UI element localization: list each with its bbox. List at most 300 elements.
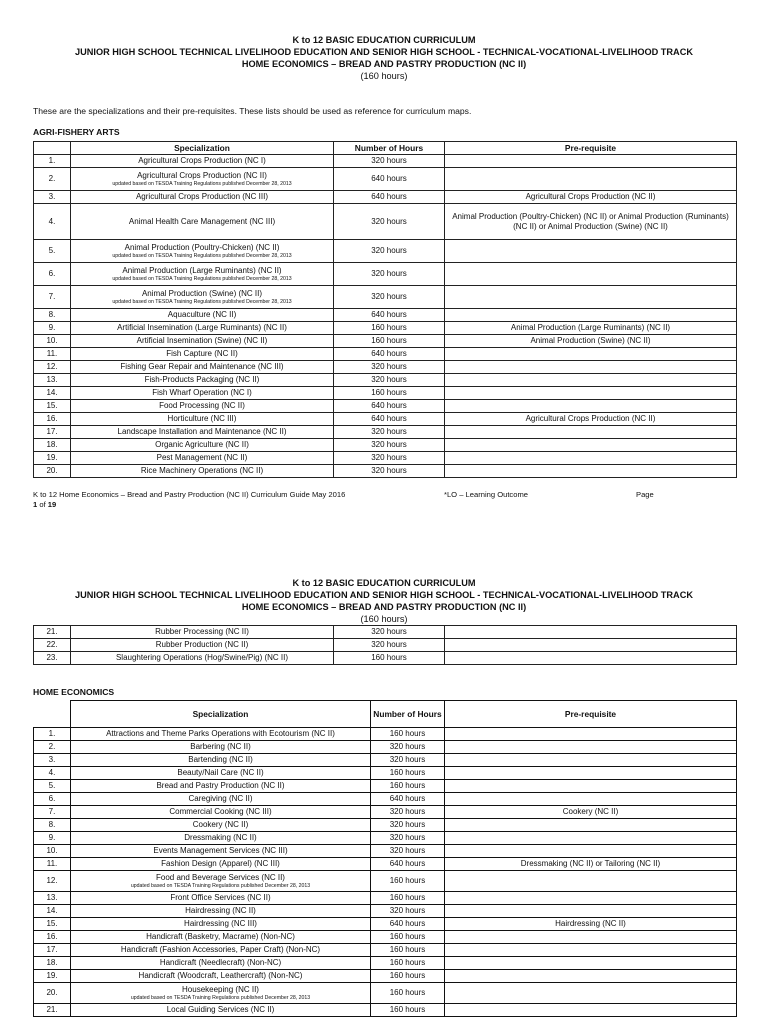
hours-cell-text: 640 hours — [389, 794, 426, 803]
update-note: updated based on TESDA Training Regulations published December 28, 2013 — [112, 181, 292, 187]
table-row — [34, 652, 737, 665]
specialization-cell — [71, 858, 371, 871]
row-number-text: 18. — [46, 958, 58, 967]
hours-cell — [334, 465, 445, 478]
hours-cell-text: 160 hours — [389, 876, 426, 885]
specialization-cell-text: Animal Health Care Management (NC III) — [128, 216, 276, 226]
hours-cell-text: 320 hours — [371, 156, 407, 165]
prerequisite-cell-text: Agricultural Crops Production (NC II) — [525, 414, 656, 423]
prerequisite-cell — [445, 957, 737, 970]
prerequisite-cell — [445, 639, 737, 652]
hours-cell — [334, 400, 445, 413]
table-row — [34, 754, 737, 767]
specialization-cell — [71, 754, 371, 767]
row-number — [34, 374, 71, 387]
prerequisite-cell — [445, 626, 737, 639]
prerequisite-cell — [445, 741, 737, 754]
row-number — [34, 322, 71, 335]
hours-cell-text: 320 hours — [371, 453, 407, 462]
prerequisite-cell — [445, 728, 737, 741]
table-row — [34, 767, 737, 780]
he-table — [33, 700, 737, 1017]
specialization-cell — [71, 263, 334, 286]
specialization-cell-text: Fashion Design (Apparel) (NC III) — [161, 859, 280, 868]
specialization-cell-text: Food Processing (NC II) — [159, 401, 245, 410]
row-number — [34, 286, 71, 309]
page-total: 19 — [47, 500, 57, 509]
prerequisite-cell — [445, 806, 737, 819]
row-number-text: 14. — [46, 906, 58, 915]
specialization-cell — [71, 931, 371, 944]
prerequisite-cell — [445, 780, 737, 793]
hours-cell — [334, 413, 445, 426]
hours-cell — [371, 728, 445, 741]
row-number — [34, 240, 71, 263]
specialization-cell — [71, 374, 334, 387]
specialization-cell-text: Local Guiding Services (NC II) — [166, 1005, 275, 1014]
table-row — [34, 168, 737, 191]
row-number-text: 9. — [48, 323, 56, 332]
hours-cell — [334, 322, 445, 335]
row-number — [34, 400, 71, 413]
he-section-title: HOME ECONOMICS — [33, 687, 115, 697]
prerequisite-cell — [445, 871, 737, 892]
row-number-text: 8. — [48, 310, 56, 319]
row-number — [34, 754, 71, 767]
specialization-cell — [71, 780, 371, 793]
row-number-text: 16. — [46, 932, 58, 941]
hours-cell-text: 640 hours — [371, 401, 407, 410]
prerequisite-cell — [445, 204, 737, 240]
table-row — [34, 309, 737, 322]
prerequisite-cell — [445, 155, 737, 168]
row-number-text: 6. — [48, 269, 56, 278]
hours-cell-text: 320 hours — [371, 466, 407, 475]
hours-cell — [334, 286, 445, 309]
prerequisite-cell — [445, 905, 737, 918]
update-note: updated based on TESDA Training Regulations published December 28, 2013 — [112, 299, 292, 305]
prerequisite-cell — [445, 832, 737, 845]
hours-cell — [334, 652, 445, 665]
row-number-text: 6. — [48, 794, 56, 803]
header2-line3: HOME ECONOMICS – BREAD AND PASTRY PRODUCTION (NC II) — [241, 602, 527, 612]
hours-cell — [334, 426, 445, 439]
row-number — [34, 1004, 71, 1017]
prerequisite-cell — [445, 426, 737, 439]
prerequisite-cell — [445, 361, 737, 374]
footer-middle: *LO – Learning Outcome — [444, 490, 529, 499]
specialization-cell — [71, 191, 334, 204]
row-number — [34, 728, 71, 741]
row-number-text: 3. — [48, 755, 56, 764]
row-number-text: 5. — [48, 781, 56, 790]
hours-cell — [334, 263, 445, 286]
pre-col-header: Pre-requisite — [445, 142, 737, 155]
specialization-cell-text: Rubber Production (NC II) — [155, 640, 249, 649]
table-row — [34, 905, 737, 918]
hours-cell-text: 320 hours — [371, 269, 407, 278]
specialization-cell — [71, 439, 334, 452]
hours-cell — [334, 204, 445, 240]
row-number — [34, 452, 71, 465]
hours-cell-text: 320 hours — [371, 427, 407, 436]
prerequisite-cell — [445, 918, 737, 931]
specialization-cell-text: Housekeeping (NC II) — [182, 985, 259, 994]
prerequisite-cell — [445, 286, 737, 309]
page2-header — [0, 577, 768, 625]
specialization-cell-text: Animal Production (Large Ruminants) (NC II) — [122, 266, 282, 275]
prerequisite-cell — [445, 309, 737, 322]
row-number — [34, 413, 71, 426]
prerequisite-cell — [445, 413, 737, 426]
row-number — [34, 871, 71, 892]
he-hours-col-header: Number of Hours — [371, 701, 445, 728]
row-number — [34, 845, 71, 858]
hours-cell — [371, 871, 445, 892]
table-row — [34, 793, 737, 806]
row-number — [34, 465, 71, 478]
row-number — [34, 348, 71, 361]
specialization-cell — [71, 652, 334, 665]
table-row — [34, 871, 737, 892]
row-number-text: 15. — [46, 919, 58, 928]
hours-cell — [334, 639, 445, 652]
header-line3: HOME ECONOMICS – BREAD AND PASTRY PRODUCTION (NC II) — [241, 59, 527, 69]
hours-cell — [371, 806, 445, 819]
specialization-cell — [71, 741, 371, 754]
he-spec-col-header: Specialization — [71, 701, 371, 728]
specialization-cell — [71, 322, 334, 335]
specialization-cell-text: Handicraft (Basketry, Macrame) (Non-NC) — [146, 932, 295, 941]
specialization-cell — [71, 918, 371, 931]
table-row — [34, 335, 737, 348]
row-number-text: 12. — [46, 362, 58, 371]
specialization-cell-text: Fish Wharf Operation (NC I) — [152, 388, 252, 397]
prerequisite-cell — [445, 335, 737, 348]
specialization-cell — [71, 871, 371, 892]
prerequisite-cell — [445, 1004, 737, 1017]
hours-cell — [334, 168, 445, 191]
specialization-cell-text: Animal Production (Swine) (NC II) — [141, 289, 263, 298]
hours-cell — [371, 858, 445, 871]
hours-cell-text: 320 hours — [371, 627, 407, 636]
specialization-cell — [71, 400, 334, 413]
specialization-cell-text: Handicraft (Woodcraft, Leathercraft) (Non-NC) — [138, 971, 303, 980]
hours-cell — [334, 387, 445, 400]
prerequisite-cell — [445, 387, 737, 400]
table-row — [34, 413, 737, 426]
row-number — [34, 439, 71, 452]
hours-cell — [371, 970, 445, 983]
hours-cell — [334, 335, 445, 348]
hours-cell — [334, 240, 445, 263]
specialization-cell — [71, 204, 334, 240]
hours-cell — [371, 944, 445, 957]
row-number — [34, 819, 71, 832]
hours-cell — [371, 832, 445, 845]
specialization-cell — [71, 452, 334, 465]
hours-cell-text: 320 hours — [371, 292, 407, 301]
hours-cell — [334, 155, 445, 168]
specialization-cell — [71, 1004, 371, 1017]
hours-cell-text: 160 hours — [389, 932, 426, 941]
specialization-cell-text: Barbering (NC II) — [190, 742, 251, 751]
row-number — [34, 767, 71, 780]
hours-cell — [371, 892, 445, 905]
prerequisite-cell — [445, 767, 737, 780]
row-number-text: 20. — [46, 466, 58, 475]
row-number — [34, 970, 71, 983]
specialization-cell — [71, 168, 334, 191]
prerequisite-cell-text: Animal Production (Swine) (NC II) — [530, 336, 651, 345]
prerequisite-cell-text: Agricultural Crops Production (NC II) — [525, 192, 656, 201]
specialization-cell-text: Animal Production (Poultry-Chicken) (NC II) — [124, 243, 280, 252]
specialization-cell — [71, 413, 334, 426]
prerequisite-cell — [445, 263, 737, 286]
hours-cell-text: 320 hours — [371, 440, 407, 449]
hours-cell — [371, 931, 445, 944]
row-number-text: 1. — [48, 156, 56, 165]
hours-cell-text: 320 hours — [389, 906, 426, 915]
hours-cell — [334, 626, 445, 639]
num-col-header — [34, 142, 71, 155]
table-row — [34, 892, 737, 905]
row-number — [34, 652, 71, 665]
row-number-text: 2. — [48, 174, 56, 183]
hours-cell-text: 160 hours — [389, 971, 426, 980]
specialization-cell — [71, 793, 371, 806]
row-number-text: 2. — [48, 742, 56, 751]
row-number — [34, 387, 71, 400]
specialization-cell — [71, 944, 371, 957]
row-number — [34, 858, 71, 871]
intro-text: These are the specializations and their pre-requisites. These lists should be used as reference for curriculum maps. — [33, 106, 472, 116]
specialization-cell-text: Agricultural Crops Production (NC III) — [135, 192, 269, 201]
row-number-text: 3. — [48, 192, 56, 201]
hours-cell — [334, 374, 445, 387]
hours-cell-text: 160 hours — [389, 958, 426, 967]
he-pre-col-header: Pre-requisite — [445, 701, 737, 728]
specialization-cell-text: Beauty/Nail Care (NC II) — [177, 768, 264, 777]
hours-cell — [371, 754, 445, 767]
specialization-cell — [71, 892, 371, 905]
specialization-cell — [71, 309, 334, 322]
table-row — [34, 944, 737, 957]
prerequisite-cell — [445, 845, 737, 858]
prerequisite-cell — [445, 793, 737, 806]
specialization-cell-text: Fish-Products Packaging (NC II) — [144, 375, 260, 384]
table-row — [34, 728, 737, 741]
specialization-cell-text: Fishing Gear Repair and Maintenance (NC III) — [120, 362, 284, 371]
specialization-cell-text: Events Management Services (NC III) — [153, 846, 288, 855]
hours-cell — [334, 191, 445, 204]
hours-cell — [371, 983, 445, 1004]
table-row — [34, 832, 737, 845]
row-number — [34, 168, 71, 191]
agri-table-header — [34, 142, 737, 155]
prerequisite-cell — [445, 652, 737, 665]
hours-cell-text: 160 hours — [389, 1005, 426, 1014]
row-number — [34, 931, 71, 944]
table-row — [34, 263, 737, 286]
specialization-cell — [71, 983, 371, 1004]
prerequisite-cell — [445, 374, 737, 387]
table-row — [34, 361, 737, 374]
page1-header — [0, 34, 768, 82]
hours-cell-text: 160 hours — [389, 893, 426, 902]
specialization-cell-text: Cookery (NC II) — [192, 820, 249, 829]
table-row — [34, 983, 737, 1004]
row-number — [34, 892, 71, 905]
row-number — [34, 957, 71, 970]
hours-cell-text: 320 hours — [389, 833, 426, 842]
row-number-text: 13. — [46, 375, 58, 384]
table-row — [34, 858, 737, 871]
table-row — [34, 957, 737, 970]
row-number-text: 15. — [46, 401, 58, 410]
row-number — [34, 626, 71, 639]
specialization-cell-text: Hairdressing (NC II) — [185, 906, 256, 915]
prerequisite-cell-text: Animal Production (Large Ruminants) (NC II) — [510, 323, 671, 332]
hours-cell-text: 160 hours — [371, 336, 407, 345]
table-row — [34, 806, 737, 819]
row-number-text: 23. — [46, 653, 58, 662]
table-row — [34, 322, 737, 335]
specialization-cell-text: Organic Agriculture (NC II) — [155, 440, 249, 449]
specialization-cell — [71, 361, 334, 374]
hours-cell — [371, 957, 445, 970]
prerequisite-cell — [445, 322, 737, 335]
specialization-cell — [71, 905, 371, 918]
specialization-cell-text: Hairdressing (NC III) — [184, 919, 257, 928]
hours-cell — [334, 439, 445, 452]
header-line2: JUNIOR HIGH SCHOOL TECHNICAL LIVELIHOOD EDUCATION AND SENIOR HIGH SCHOOL - TECHNICAL-VOCATIONAL-LIVELIHOOD TRACK — [75, 47, 693, 57]
prerequisite-cell — [445, 858, 737, 871]
update-note: updated based on TESDA Training Regulations published December 28, 2013 — [130, 883, 311, 889]
prerequisite-cell — [445, 970, 737, 983]
hours-cell-text: 640 hours — [371, 174, 407, 183]
agri-table — [33, 141, 737, 478]
footer-right: Page — [636, 490, 654, 499]
specialization-cell-text: Horticulture (NC III) — [167, 414, 237, 423]
row-number-text: 14. — [46, 388, 58, 397]
row-number-text: 11. — [46, 859, 58, 868]
specialization-cell-text: Bartending (NC II) — [188, 755, 253, 764]
specialization-cell-text: Food and Beverage Services (NC II) — [156, 873, 285, 882]
spec-col-header: Specialization — [71, 142, 334, 155]
row-number — [34, 944, 71, 957]
row-number-text: 9. — [48, 833, 56, 842]
row-number — [34, 639, 71, 652]
hours-cell-text: 160 hours — [371, 388, 407, 397]
prerequisite-cell — [445, 439, 737, 452]
row-number — [34, 426, 71, 439]
table-row — [34, 918, 737, 931]
row-number-text: 21. — [46, 627, 58, 636]
hours-cell — [334, 452, 445, 465]
row-number-text: 7. — [48, 807, 56, 816]
row-number — [34, 263, 71, 286]
prerequisite-cell — [445, 892, 737, 905]
specialization-cell-text: Fish Capture (NC II) — [166, 349, 238, 358]
hours-cell — [371, 819, 445, 832]
specialization-cell — [71, 970, 371, 983]
hours-cell — [371, 918, 445, 931]
row-number — [34, 309, 71, 322]
prerequisite-cell — [445, 452, 737, 465]
specialization-cell-text: Attractions and Theme Parks Operations with Ecotourism (NC II) — [106, 729, 335, 738]
specialization-cell — [71, 348, 334, 361]
hours-cell — [371, 845, 445, 858]
specialization-cell — [71, 767, 371, 780]
hours-cell — [371, 1004, 445, 1017]
table-row — [34, 286, 737, 309]
table-row — [34, 426, 737, 439]
specialization-cell-text: Slaughtering Operations (Hog/Swine/Pig) (NC II) — [115, 653, 289, 662]
hours-cell-text: 320 hours — [371, 216, 407, 226]
row-number — [34, 155, 71, 168]
hours-cell-text: 320 hours — [389, 742, 426, 751]
hours-cell-text: 160 hours — [371, 323, 407, 332]
specialization-cell-text: Pest Management (NC II) — [156, 453, 248, 462]
row-number — [34, 905, 71, 918]
he-table-header — [34, 701, 737, 728]
row-number-text: 21. — [46, 1005, 58, 1014]
footer-left: K to 12 Home Economics – Bread and Pastry Production (NC II) Curriculum Guide May 2016 — [33, 490, 346, 499]
hours-cell-text: 160 hours — [371, 653, 407, 662]
update-note: updated based on TESDA Training Regulations published December 28, 2013 — [112, 276, 292, 282]
table-row — [34, 452, 737, 465]
row-number-text: 18. — [46, 440, 58, 449]
specialization-cell-text: Handicraft (Needlecraft) (Non-NC) — [159, 958, 282, 967]
table-row — [34, 970, 737, 983]
row-number — [34, 806, 71, 819]
table-row — [34, 931, 737, 944]
prerequisite-cell — [445, 983, 737, 1004]
table-row — [34, 155, 737, 168]
hours-cell-text: 320 hours — [371, 246, 407, 255]
table-row — [34, 626, 737, 639]
prerequisite-cell — [445, 754, 737, 767]
specialization-cell-text: Agricultural Crops Production (NC I) — [138, 156, 266, 165]
row-number-text: 10. — [46, 846, 58, 855]
specialization-cell-text: Handicraft (Fashion Accessories, Paper Craft) (Non-NC) — [120, 945, 321, 954]
row-number — [34, 741, 71, 754]
hours-cell-text: 320 hours — [389, 755, 426, 764]
hours-cell-text: 640 hours — [389, 859, 426, 868]
row-number-text: 4. — [48, 216, 56, 226]
header-line1: K to 12 BASIC EDUCATION CURRICULUM — [292, 35, 476, 45]
specialization-cell — [71, 832, 371, 845]
specialization-cell — [71, 639, 334, 652]
table-row — [34, 387, 737, 400]
hours-cell-text: 160 hours — [389, 729, 426, 738]
row-number — [34, 361, 71, 374]
specialization-cell — [71, 728, 371, 741]
prerequisite-cell — [445, 191, 737, 204]
prerequisite-cell — [445, 168, 737, 191]
hours-cell-text: 160 hours — [389, 945, 426, 954]
header2-line2: JUNIOR HIGH SCHOOL TECHNICAL LIVELIHOOD EDUCATION AND SENIOR HIGH SCHOOL - TECHNICAL-VOCATIONAL-LIVELIHOOD TRACK — [75, 590, 693, 600]
hours-cell — [371, 793, 445, 806]
table-row — [34, 191, 737, 204]
prerequisite-cell-text: Dressmaking (NC II) or Tailoring (NC II) — [520, 859, 661, 868]
table-row — [34, 845, 737, 858]
specialization-cell — [71, 957, 371, 970]
header2-line4: (160 hours) — [360, 614, 408, 624]
header2-line1: K to 12 BASIC EDUCATION CURRICULUM — [292, 578, 476, 588]
specialization-cell — [71, 155, 334, 168]
